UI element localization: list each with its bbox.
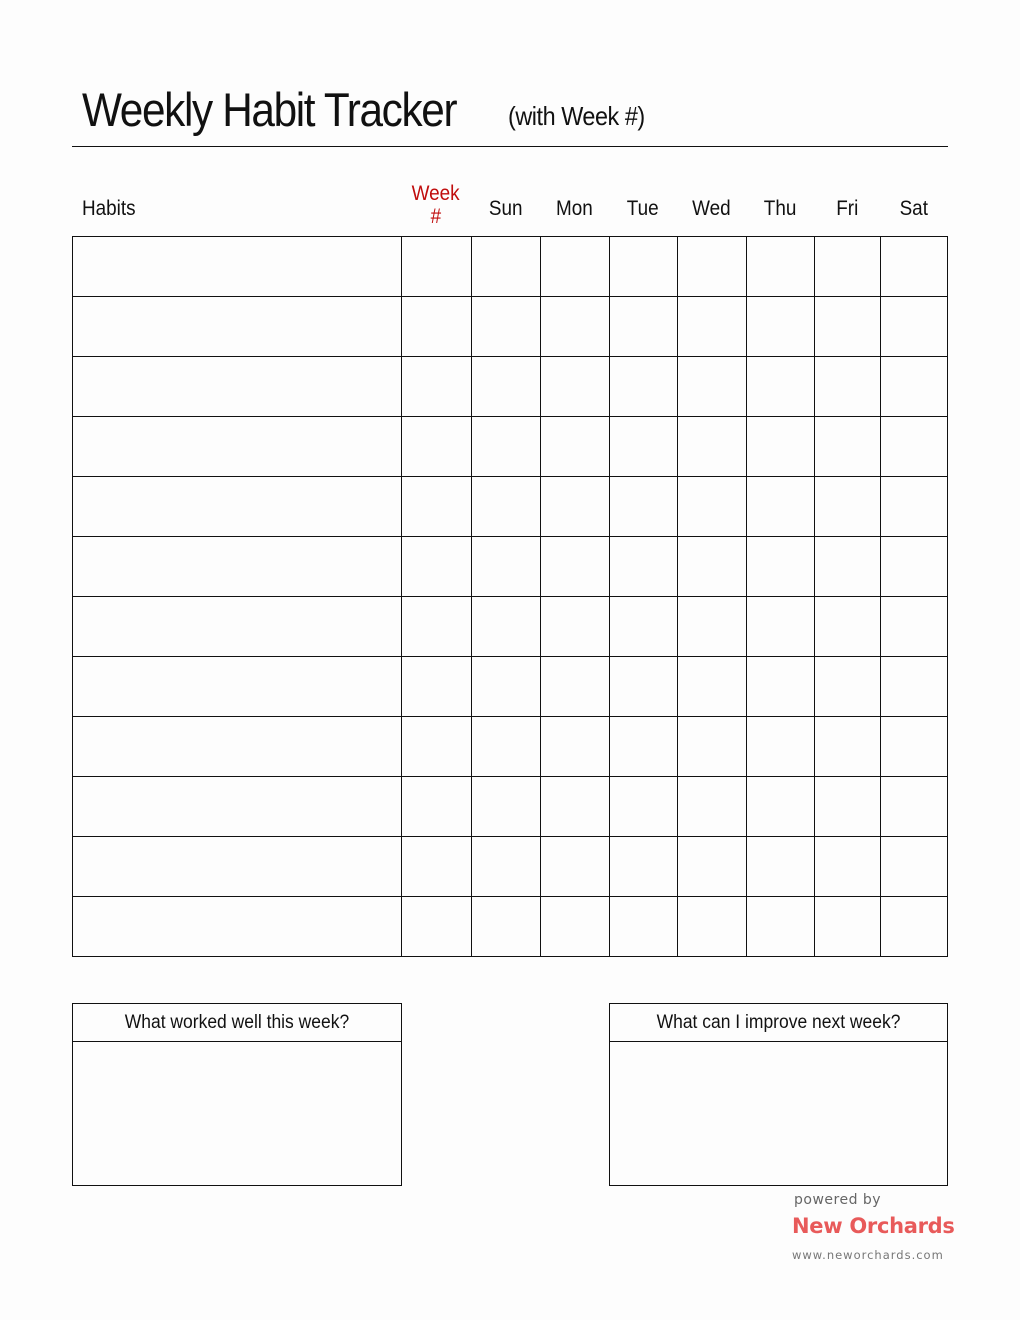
cell-habit[interactable] — [73, 237, 402, 297]
cell-fri[interactable] — [815, 417, 881, 477]
cell-mon[interactable] — [541, 597, 610, 657]
reflection-improve-title — [610, 1004, 947, 1042]
cell-thu[interactable] — [747, 417, 815, 477]
cell-habit[interactable] — [73, 357, 402, 417]
cell-mon[interactable] — [541, 297, 610, 357]
reflection-improve-area[interactable] — [610, 1042, 947, 1186]
cell-wed[interactable] — [678, 537, 747, 597]
cell-mon[interactable] — [541, 777, 610, 837]
header-thu-label: Thu — [763, 196, 797, 220]
cell-mon[interactable] — [541, 417, 610, 477]
header-habits-label: Habits — [82, 196, 136, 220]
cell-habit[interactable] — [73, 477, 402, 537]
cell-sun[interactable] — [472, 537, 541, 597]
table-row — [73, 537, 948, 597]
cell-thu[interactable] — [747, 477, 815, 537]
cell-fri[interactable] — [815, 897, 881, 957]
cell-mon[interactable] — [541, 537, 610, 597]
cell-week[interactable] — [402, 597, 472, 657]
cell-tue[interactable] — [610, 717, 678, 777]
cell-week[interactable] — [402, 657, 472, 717]
header-thu — [746, 186, 814, 231]
cell-tue[interactable] — [610, 237, 678, 297]
cell-week[interactable] — [402, 477, 472, 537]
cell-sat[interactable] — [881, 237, 948, 297]
cell-wed[interactable] — [678, 657, 747, 717]
cell-habit[interactable] — [73, 717, 402, 777]
header-tue — [609, 186, 677, 231]
header-week-number — [401, 182, 471, 227]
cell-sun[interactable] — [472, 897, 541, 957]
cell-thu[interactable] — [747, 537, 815, 597]
cell-fri[interactable] — [815, 477, 881, 537]
cell-wed[interactable] — [678, 237, 747, 297]
cell-wed[interactable] — [678, 837, 747, 897]
header-mon-label: Mon — [556, 196, 593, 220]
cell-wed[interactable] — [678, 477, 747, 537]
cell-habit[interactable] — [73, 417, 402, 477]
cell-sat[interactable] — [881, 657, 948, 717]
cell-week[interactable] — [402, 837, 472, 897]
table-row — [73, 897, 948, 957]
powered-by-text: powered by — [794, 1192, 882, 1208]
cell-habit[interactable] — [73, 897, 402, 957]
cell-mon[interactable] — [541, 837, 610, 897]
header-wed-label: Wed — [692, 196, 731, 220]
cell-mon[interactable] — [541, 657, 610, 717]
cell-thu[interactable] — [747, 717, 815, 777]
header-fri-label: Fri — [835, 196, 859, 220]
cell-mon[interactable] — [541, 237, 610, 297]
cell-mon[interactable] — [541, 357, 610, 417]
cell-wed[interactable] — [678, 777, 747, 837]
cell-week[interactable] — [402, 297, 472, 357]
cell-week[interactable] — [402, 717, 472, 777]
cell-tue[interactable] — [610, 597, 678, 657]
cell-tue[interactable] — [610, 417, 678, 477]
cell-tue[interactable] — [610, 837, 678, 897]
cell-sat[interactable] — [881, 537, 948, 597]
header-week-line1: Week — [412, 181, 460, 205]
table-row — [73, 477, 948, 537]
cell-wed[interactable] — [678, 717, 747, 777]
cell-sat[interactable] — [881, 477, 948, 537]
cell-habit[interactable] — [73, 837, 402, 897]
table-row — [73, 777, 948, 837]
reflection-improve-label: What can I improve next week? — [656, 1011, 901, 1033]
cell-mon[interactable] — [541, 717, 610, 777]
cell-sun[interactable] — [472, 237, 541, 297]
header-sun — [471, 186, 540, 231]
cell-sat[interactable] — [881, 837, 948, 897]
cell-fri[interactable] — [815, 717, 881, 777]
cell-sat[interactable] — [881, 297, 948, 357]
header-sun-label: Sun — [488, 196, 523, 220]
table-row — [73, 237, 948, 297]
cell-sat[interactable] — [881, 597, 948, 657]
reflection-worked-well-title — [73, 1004, 401, 1042]
habit-grid-body — [73, 237, 948, 957]
table-row — [73, 657, 948, 717]
page-subtitle: (with Week #) — [508, 101, 645, 131]
cell-thu[interactable] — [747, 357, 815, 417]
cell-week[interactable] — [402, 417, 472, 477]
reflection-worked-well-area[interactable] — [73, 1042, 401, 1186]
cell-habit[interactable] — [73, 657, 402, 717]
cell-sun[interactable] — [472, 357, 541, 417]
title-divider — [72, 146, 948, 147]
cell-sun[interactable] — [472, 657, 541, 717]
cell-sun[interactable] — [472, 477, 541, 537]
cell-sun[interactable] — [472, 777, 541, 837]
cell-thu[interactable] — [747, 657, 815, 717]
cell-wed[interactable] — [678, 297, 747, 357]
header-sat — [880, 186, 947, 231]
table-row — [73, 837, 948, 897]
cell-sun[interactable] — [472, 717, 541, 777]
brand-url: www.neworchards.com — [792, 1248, 944, 1262]
reflection-worked-well — [72, 1003, 402, 1186]
cell-mon[interactable] — [541, 897, 610, 957]
cell-sun[interactable] — [472, 417, 541, 477]
cell-tue[interactable] — [610, 897, 678, 957]
cell-mon[interactable] — [541, 477, 610, 537]
table-row — [73, 297, 948, 357]
habit-grid — [72, 236, 948, 957]
cell-week[interactable] — [402, 357, 472, 417]
header-week-line2: # — [430, 204, 442, 228]
header-wed — [677, 186, 746, 231]
cell-sat[interactable] — [881, 357, 948, 417]
cell-fri[interactable] — [815, 837, 881, 897]
cell-habit[interactable] — [73, 597, 402, 657]
cell-sat[interactable] — [881, 897, 948, 957]
header-sat-label: Sat — [899, 196, 928, 220]
cell-sun[interactable] — [472, 837, 541, 897]
cell-tue[interactable] — [610, 657, 678, 717]
cell-thu[interactable] — [747, 237, 815, 297]
cell-fri[interactable] — [815, 537, 881, 597]
table-row — [73, 717, 948, 777]
cell-thu[interactable] — [747, 837, 815, 897]
cell-week[interactable] — [402, 777, 472, 837]
cell-habit[interactable] — [73, 777, 402, 837]
header-fri — [814, 186, 880, 231]
cell-week[interactable] — [402, 237, 472, 297]
cell-habit[interactable] — [73, 537, 402, 597]
table-row — [73, 417, 948, 477]
cell-sat[interactable] — [881, 717, 948, 777]
cell-week[interactable] — [402, 537, 472, 597]
table-row — [73, 357, 948, 417]
brand-logo: New Orchards — [792, 1214, 955, 1238]
reflection-improve — [609, 1003, 948, 1186]
cell-sat[interactable] — [881, 777, 948, 837]
cell-fri[interactable] — [815, 357, 881, 417]
cell-fri[interactable] — [815, 237, 881, 297]
cell-sat[interactable] — [881, 417, 948, 477]
header-tue-label: Tue — [627, 196, 659, 220]
cell-wed[interactable] — [678, 357, 747, 417]
cell-tue[interactable] — [610, 537, 678, 597]
cell-sun[interactable] — [472, 297, 541, 357]
cell-tue[interactable] — [610, 477, 678, 537]
cell-fri[interactable] — [815, 597, 881, 657]
header-mon — [540, 186, 609, 231]
cell-habit[interactable] — [73, 297, 402, 357]
cell-tue[interactable] — [610, 357, 678, 417]
cell-wed[interactable] — [678, 897, 747, 957]
cell-fri[interactable] — [815, 777, 881, 837]
cell-thu[interactable] — [747, 597, 815, 657]
cell-fri[interactable] — [815, 297, 881, 357]
cell-wed[interactable] — [678, 597, 747, 657]
cell-sun[interactable] — [472, 597, 541, 657]
header-habits — [82, 186, 382, 231]
cell-thu[interactable] — [747, 777, 815, 837]
cell-tue[interactable] — [610, 777, 678, 837]
cell-wed[interactable] — [678, 417, 747, 477]
cell-fri[interactable] — [815, 657, 881, 717]
cell-week[interactable] — [402, 897, 472, 957]
table-row — [73, 597, 948, 657]
cell-thu[interactable] — [747, 897, 815, 957]
page-title: Weekly Habit Tracker — [82, 83, 457, 136]
reflection-worked-well-label: What worked well this week? — [124, 1011, 350, 1033]
cell-tue[interactable] — [610, 297, 678, 357]
cell-thu[interactable] — [747, 297, 815, 357]
